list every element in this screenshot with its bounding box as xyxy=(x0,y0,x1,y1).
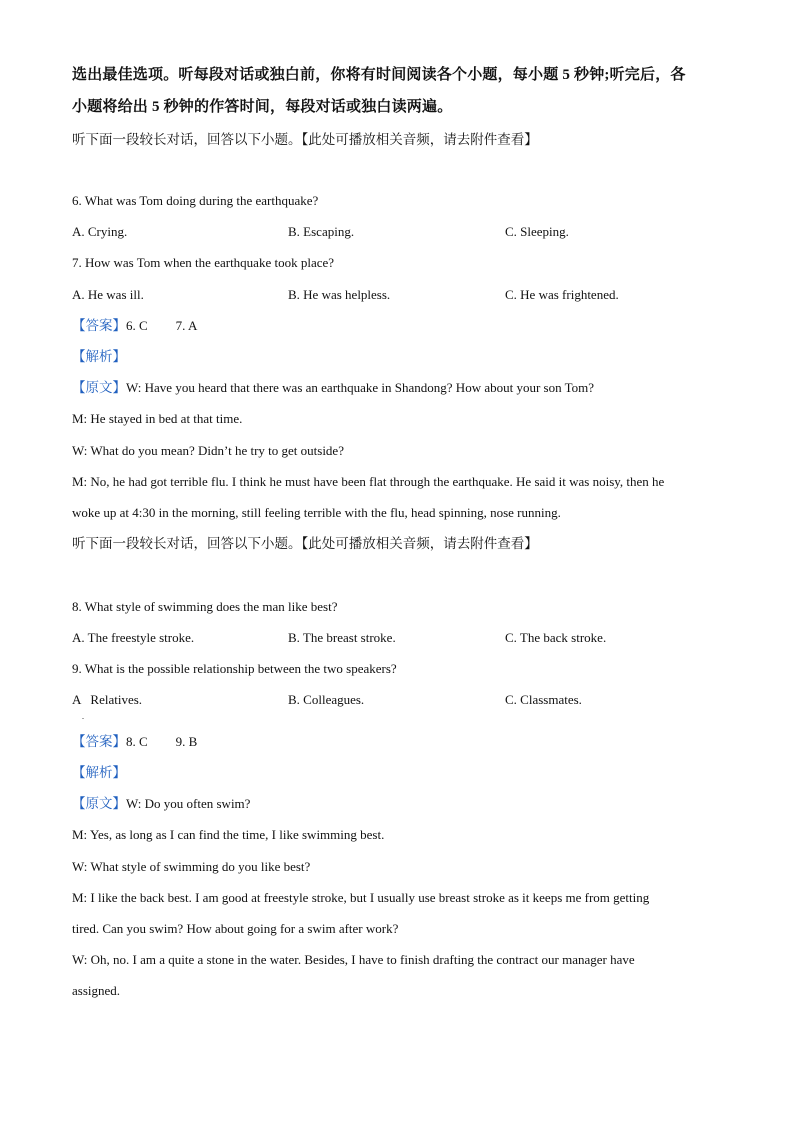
question-7: 7. How was Tom when the earthquake took place? xyxy=(72,255,335,270)
q7-option-c: C. He was frightened. xyxy=(505,287,619,302)
q6-option-b: B. Escaping. xyxy=(288,224,355,239)
q7-option-b: B. He was helpless. xyxy=(288,287,391,302)
analysis-heading-1 xyxy=(72,348,126,366)
answer-9: 9. B xyxy=(175,734,198,749)
answer-line-2 xyxy=(72,733,197,751)
transcript-2-line-3: W: What style of swimming do you like best? xyxy=(72,859,311,874)
answer-tag: 【答案】 xyxy=(72,318,126,334)
transcript-2-line-7: assigned. xyxy=(72,983,121,998)
transcript-2-line-6: W: Oh, no. I am a quite a stone in the water. Besides, I have to finish drafting the contract our manager have xyxy=(72,952,635,967)
q8-option-b: B. The breast stroke. xyxy=(288,630,396,645)
transcript-text: W: Have you heard that there was an earthquake in Shandong? How about your son Tom? xyxy=(126,380,595,395)
q9-option-a: A Relatives. xyxy=(72,692,143,707)
q6-option-a: A. Crying. xyxy=(72,224,128,239)
transcript-2-line-2: M: Yes, as long as I can find the time, I like swimming best. xyxy=(72,827,385,842)
transcript-text: W: Do you often swim? xyxy=(126,796,251,811)
section1-instruction: 听下面一段较长对话，回答以下小题。【此处可播放相关音频，请去附件查看】 xyxy=(72,132,538,148)
transcript-2-line-1 xyxy=(72,795,250,813)
question-6: 6. What was Tom doing during the earthquake? xyxy=(72,193,319,208)
analysis-tag: 【解析】 xyxy=(72,349,126,365)
answer-tag: 【答案】 xyxy=(72,734,126,750)
q9-option-c: C. Classmates. xyxy=(505,692,582,707)
q6-option-c: C. Sleeping. xyxy=(505,224,569,239)
answer-6: 6. C xyxy=(126,318,148,333)
transcript-1-line-1 xyxy=(72,379,594,397)
transcript-1-line-2: M: He stayed in bed at that time. xyxy=(72,411,243,426)
answer-line-1 xyxy=(72,317,197,335)
transcript-2-line-5: tired. Can you swim? How about going for a swim after work? xyxy=(72,921,399,936)
question-9: 9. What is the possible relationship between the two speakers? xyxy=(72,661,397,676)
stray-dot: . xyxy=(82,712,84,721)
transcript-1-line-4: M: No, he had got terrible flu. I think he must have been flat through the earthquake. He said it was noisy, then he xyxy=(72,474,665,489)
transcript-2-line-4: M: I like the back best. I am good at freestyle stroke, but I usually use breast stroke as it keeps me from getting xyxy=(72,890,650,905)
intro-line-2: 小题将给出 5 秒钟的作答时间，每段对话或独白读两遍。 xyxy=(72,99,453,115)
transcript-1-line-5: woke up at 4:30 in the morning, still feeling terrible with the flu, head spinning, nose running. xyxy=(72,505,561,520)
q8-option-a: A. The freestyle stroke. xyxy=(72,630,195,645)
section2-instruction: 听下面一段较长对话，回答以下小题。【此处可播放相关音频，请去附件查看】 xyxy=(72,536,538,552)
question-8: 8. What style of swimming does the man like best? xyxy=(72,599,338,614)
original-tag: 【原文】 xyxy=(72,796,126,812)
transcript-1-line-3: W: What do you mean? Didn’t he try to get outside? xyxy=(72,443,344,458)
original-tag: 【原文】 xyxy=(72,380,126,396)
answer-7: 7. A xyxy=(175,318,198,333)
q7-option-a: A. He was ill. xyxy=(72,287,144,302)
q8-option-c: C. The back stroke. xyxy=(505,630,607,645)
analysis-heading-2 xyxy=(72,764,126,782)
q9-option-b: B. Colleagues. xyxy=(288,692,365,707)
analysis-tag: 【解析】 xyxy=(72,765,126,781)
answer-8: 8. C xyxy=(126,734,148,749)
intro-line-1: 选出最佳选项。听每段对话或独白前，你将有时间阅读各个小题，每小题 5 秒钟;听完后，各 xyxy=(72,67,686,83)
